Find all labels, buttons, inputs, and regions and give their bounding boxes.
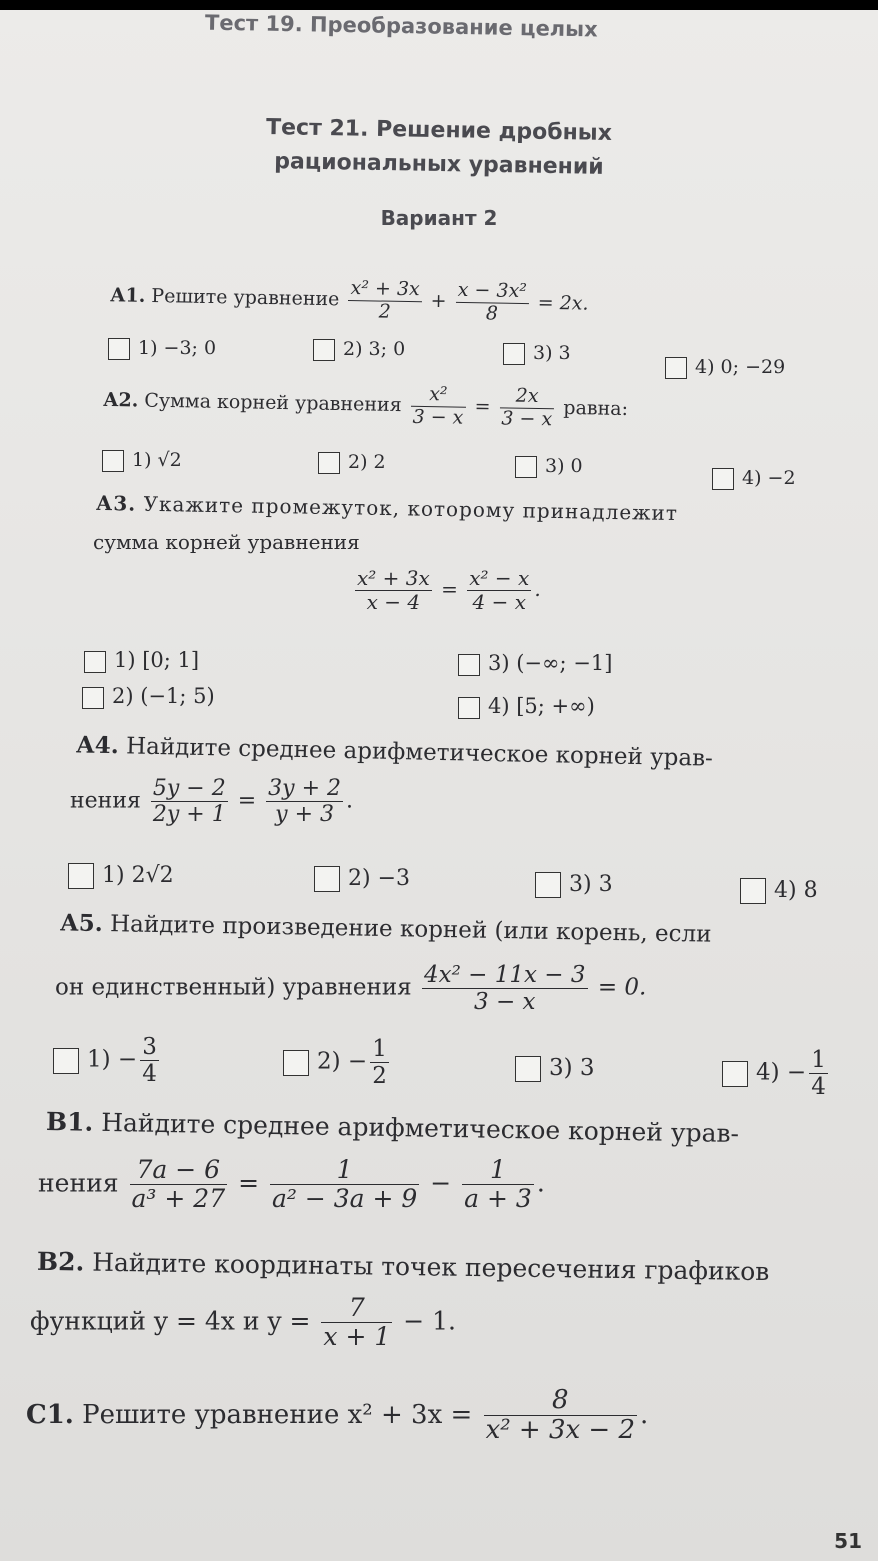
operator: +	[430, 289, 447, 313]
option-a5-2[interactable]	[283, 1037, 392, 1088]
fraction	[467, 568, 531, 613]
option-label: 2) 3; 0	[343, 338, 406, 360]
fraction	[499, 386, 555, 430]
option-a3-2[interactable]	[82, 684, 215, 709]
question-b1-cont	[38, 1157, 545, 1213]
option-label: 4) 0; −29	[695, 356, 786, 378]
option-a3-3[interactable]	[458, 651, 612, 676]
denominator: x + 1	[323, 1322, 391, 1352]
equation-rhs: = 2x.	[537, 291, 589, 315]
answer-checkbox[interactable]	[108, 338, 130, 360]
operator: =	[238, 1168, 260, 1198]
option-label: 3) (−∞; −1]	[488, 651, 613, 675]
option-a5-4[interactable]	[722, 1048, 831, 1099]
denominator: 4	[142, 1061, 157, 1088]
top-black-strip	[0, 0, 878, 10]
denominator: y + 3	[275, 802, 335, 828]
question-a5-cont	[55, 963, 646, 1014]
numerator: x²	[411, 385, 466, 408]
option-label: 3) 3	[569, 872, 613, 897]
question-number: С1.	[26, 1399, 74, 1430]
numerator: 1	[462, 1157, 534, 1185]
question-text: Сумма корней уравнения	[144, 389, 402, 417]
operator: =	[441, 577, 458, 601]
denominator: 4	[811, 1074, 826, 1101]
question-number: А3.	[95, 490, 137, 516]
question-text: функций y = 4x и y =	[30, 1306, 311, 1336]
question-a5	[60, 909, 712, 947]
equation-a3	[352, 568, 541, 613]
denominator: a³ + 27	[131, 1184, 226, 1214]
option-label: 2) 2	[348, 451, 386, 473]
option-label: 1) √2	[132, 449, 182, 471]
question-a3	[96, 491, 678, 525]
denominator: 2y + 1	[152, 802, 226, 828]
question-number: А5.	[59, 909, 104, 938]
period: .	[534, 577, 541, 601]
question-text: Решите уравнение x² + 3x =	[82, 1399, 473, 1430]
answer-checkbox[interactable]	[53, 1048, 79, 1074]
question-a3-cont: сумма корней уравнения	[93, 530, 360, 554]
denominator: x² + 3x − 2	[485, 1415, 636, 1446]
answer-checkbox[interactable]	[318, 452, 340, 474]
answer-checkbox[interactable]	[665, 357, 687, 379]
question-text: он единственный) уравнения	[55, 974, 412, 1001]
answer-checkbox[interactable]	[84, 651, 106, 673]
option-a1-2[interactable]	[313, 338, 405, 361]
option-label: 2) (−1; 5)	[112, 684, 215, 708]
option-a1-1[interactable]	[108, 337, 216, 360]
numerator: 4x² − 11x − 3	[424, 962, 586, 988]
question-text: Найдите координаты точек пересечения графиков	[92, 1247, 770, 1287]
denominator: 2	[378, 300, 392, 323]
option-label: 1) [0; 1]	[114, 648, 200, 672]
option-label: 4) [5; +∞)	[488, 694, 595, 718]
option-label: 2) −	[317, 1048, 368, 1075]
question-number: А4.	[75, 731, 120, 760]
option-a1-4[interactable]	[665, 356, 785, 379]
period: .	[346, 788, 354, 814]
option-a4-2[interactable]	[314, 866, 410, 892]
answer-checkbox[interactable]	[535, 872, 561, 898]
option-label: 3) 0	[545, 455, 583, 477]
fraction	[266, 777, 343, 826]
option-label: 2) −3	[348, 866, 411, 891]
answer-checkbox[interactable]	[82, 687, 104, 709]
denominator: 8	[485, 302, 499, 325]
question-a4-cont	[70, 777, 353, 826]
option-label: 4) −2	[742, 467, 796, 489]
fraction	[422, 963, 587, 1014]
numerator: x² − x	[469, 566, 530, 590]
numerator: x − 3x²	[456, 281, 530, 304]
question-c1	[26, 1387, 648, 1445]
numerator: 1	[372, 1036, 387, 1062]
option-label: 1) −3; 0	[138, 337, 217, 359]
denominator: x − 4	[366, 590, 421, 614]
answer-checkbox[interactable]	[515, 1056, 541, 1082]
question-tail: − 1.	[403, 1306, 456, 1336]
question-number: В1.	[45, 1106, 94, 1137]
fraction	[462, 1157, 534, 1213]
option-a3-1[interactable]	[84, 648, 199, 673]
numerator: 7	[321, 1295, 392, 1323]
test-title-line1: Тест 21. Решение дробных	[265, 114, 613, 147]
option-a3-4[interactable]	[458, 694, 595, 719]
question-b1	[46, 1107, 739, 1148]
fraction	[484, 1387, 637, 1445]
option-a5-3[interactable]	[515, 1055, 595, 1082]
answer-checkbox[interactable]	[515, 456, 537, 478]
question-text: Найдите произведение корней (или корень, если	[109, 911, 712, 948]
answer-checkbox[interactable]	[314, 866, 340, 892]
test-title-line2: рациональных уравнений	[274, 149, 604, 180]
variant-heading: Вариант 2	[380, 206, 498, 230]
operator: =	[237, 788, 257, 814]
option-a2-1[interactable]	[102, 449, 182, 472]
question-a4	[76, 731, 713, 771]
period: .	[536, 1168, 545, 1198]
question-text: нения	[38, 1168, 119, 1198]
numerator: 8	[484, 1387, 637, 1416]
option-a5-1[interactable]	[53, 1035, 162, 1086]
answer-checkbox[interactable]	[102, 450, 124, 472]
question-number: А2.	[102, 388, 139, 412]
denominator: 4 − x	[472, 590, 527, 614]
question-a1	[110, 275, 589, 326]
option-a4-1[interactable]	[68, 863, 174, 889]
option-a4-3[interactable]	[535, 872, 613, 898]
option-label: 1) 2√2	[102, 863, 174, 888]
question-number: В2.	[36, 1246, 85, 1277]
denominator: a + 3	[464, 1184, 532, 1214]
fraction	[410, 385, 466, 429]
option-label: 4) −	[756, 1059, 807, 1086]
option-a2-2[interactable]	[318, 451, 386, 474]
numerator: 3	[142, 1034, 157, 1060]
fraction	[348, 279, 422, 323]
numerator: 5y − 2	[152, 776, 226, 801]
fraction	[455, 278, 529, 325]
fraction	[151, 777, 228, 826]
numerator: 1	[270, 1157, 419, 1185]
question-text: Решите уравнение	[151, 284, 340, 311]
page-number: 51	[834, 1529, 862, 1553]
option-a2-3[interactable]	[515, 455, 583, 478]
numerator: 7a − 6	[130, 1157, 228, 1185]
operator: =	[474, 395, 491, 418]
question-text: Найдите среднее арифметическое корней урав-	[100, 1107, 740, 1149]
answer-checkbox[interactable]	[712, 468, 734, 490]
denominator: 2	[372, 1063, 387, 1090]
answer-checkbox[interactable]	[458, 697, 480, 719]
option-a2-4[interactable]	[712, 467, 796, 490]
equation-rhs: = 0.	[597, 974, 647, 1001]
answer-checkbox[interactable]	[313, 339, 335, 361]
fraction	[809, 1048, 828, 1099]
answer-checkbox[interactable]	[68, 863, 94, 889]
option-label: 3) 3	[533, 342, 571, 364]
fraction	[130, 1157, 228, 1213]
question-b2	[37, 1247, 770, 1286]
answer-checkbox[interactable]	[283, 1050, 309, 1076]
option-a1-3[interactable]	[503, 342, 571, 365]
question-text: Укажите промежуток, которому принадлежит	[143, 491, 679, 526]
option-label: 4) 8	[774, 878, 818, 903]
answer-checkbox[interactable]	[740, 878, 766, 904]
question-text: нения	[70, 788, 141, 814]
numerator: x² + 3x	[348, 279, 422, 302]
running-header: Тест 19. Преобразование целых	[204, 10, 598, 42]
question-tail: равна:	[563, 396, 629, 421]
question-number: А1.	[109, 284, 146, 307]
question-a2	[103, 379, 629, 431]
denominator: 3 − x	[412, 405, 464, 429]
fraction	[321, 1295, 392, 1351]
denominator: a² − 3a + 9	[271, 1184, 418, 1214]
question-text: Найдите среднее арифметическое корней урав-	[125, 733, 714, 772]
numerator: 1	[811, 1047, 826, 1073]
answer-checkbox[interactable]	[722, 1061, 748, 1087]
option-label: 1) −	[87, 1046, 138, 1073]
numerator: x² + 3x	[357, 566, 430, 590]
fraction	[270, 1157, 419, 1213]
answer-checkbox[interactable]	[458, 654, 480, 676]
numerator: 3y + 2	[268, 776, 342, 801]
period: .	[640, 1399, 649, 1430]
option-a4-4[interactable]	[740, 878, 818, 904]
fraction	[370, 1037, 389, 1088]
question-b2-cont	[30, 1295, 456, 1351]
operator: −	[430, 1168, 452, 1198]
fraction	[140, 1035, 159, 1086]
numerator: 2x	[500, 386, 555, 409]
denominator: 3 − x	[501, 407, 553, 431]
answer-checkbox[interactable]	[503, 343, 525, 365]
option-label: 3) 3	[549, 1055, 595, 1081]
fraction	[355, 568, 432, 613]
denominator: 3 − x	[474, 989, 536, 1016]
